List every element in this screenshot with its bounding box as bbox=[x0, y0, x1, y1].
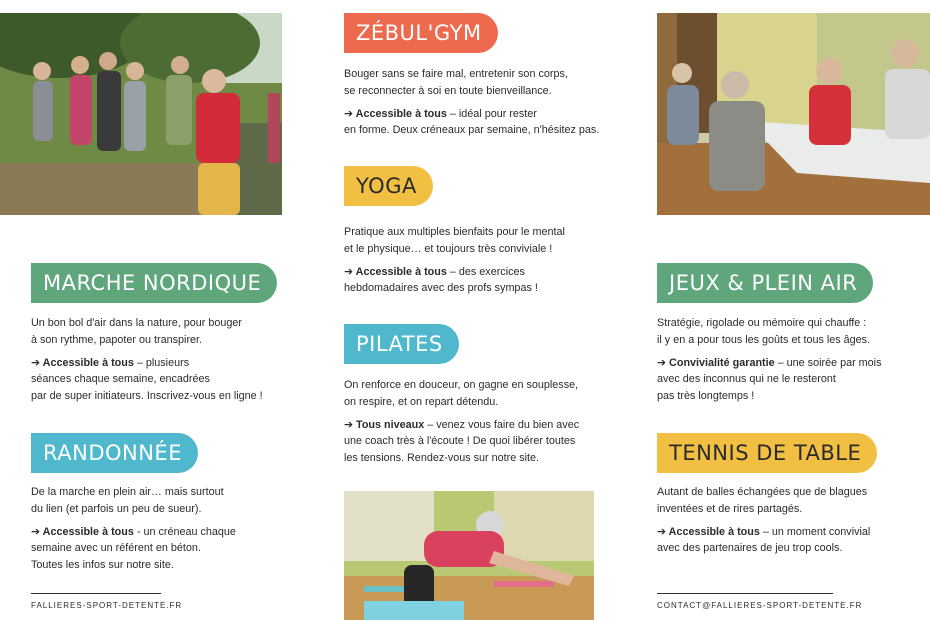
website-link[interactable]: FALLIERES-SPORT-DETENTE.FR bbox=[31, 601, 183, 610]
jeux-plein-air-rest: – une soirée par mois avec des inconnus qui ne le resteront pas très longtemps ! bbox=[657, 356, 882, 403]
pilates-text bbox=[344, 377, 624, 473]
marche-nordique-title: MARCHE NORDIQUE bbox=[31, 263, 277, 303]
zebul-gym-details bbox=[344, 106, 624, 140]
marche-nordique-rest: – plusieurs séances chaque semaine, encadrées par de super initiateurs. Inscrivez-vous en ligne ! bbox=[31, 356, 263, 403]
jeux-plein-air-text bbox=[657, 315, 927, 411]
left-footer-rule bbox=[31, 593, 161, 594]
tennis-de-table-rest: – un moment convivial avec des partenaires de jeu trop cools. bbox=[657, 525, 871, 555]
pilates-title: PILATES bbox=[344, 324, 459, 364]
jeux-plein-air-highlight: ➔ Convivialité garantie bbox=[657, 356, 775, 369]
yoga-highlight: ➔ Accessible à tous bbox=[344, 265, 447, 278]
tennis-de-table-intro: Autant de balles échangées que de blagues inventées et de rires partagés. bbox=[657, 486, 868, 515]
marche-nordique-text bbox=[31, 315, 301, 411]
pilates-details bbox=[344, 417, 624, 467]
marche-nordique-details bbox=[31, 355, 301, 405]
board-games-photo bbox=[657, 13, 930, 215]
randonnee-highlight: ➔ Accessible à tous bbox=[31, 525, 134, 538]
zebul-gym-text bbox=[344, 66, 624, 145]
right-footer-rule bbox=[657, 593, 833, 594]
randonnee-rest: - un créneau chaque semaine avec un référent en béton. Toutes les infos sur notre site. bbox=[31, 525, 236, 572]
yoga-rest: – des exercices hebdomadaires avec des profs sympas ! bbox=[344, 265, 538, 295]
yoga-title: YOGA bbox=[344, 166, 433, 206]
zebul-gym-highlight: ➔ Accessible à tous bbox=[344, 107, 447, 120]
randonnee-text bbox=[31, 484, 301, 580]
jeux-plein-air-details bbox=[657, 355, 927, 405]
randonnee-details bbox=[31, 524, 301, 574]
hikers-photo bbox=[0, 13, 282, 215]
zebul-gym-rest: – idéal pour rester en forme. Deux créneaux par semaine, n'hésitez pas. bbox=[344, 107, 600, 137]
marche-nordique-intro: Un bon bol d'air dans la nature, pour bouger à son rythme, papoter ou transpirer. bbox=[31, 317, 242, 346]
yoga-text bbox=[344, 224, 624, 303]
tennis-de-table-details bbox=[657, 524, 927, 558]
tennis-de-table-title: TENNIS DE TABLE bbox=[657, 433, 877, 473]
randonnee-intro: De la marche en plein air… mais surtout du lien (et parfois un peu de sueur). bbox=[31, 486, 224, 515]
jeux-plein-air-intro: Stratégie, rigolade ou mémoire qui chauffe : il y en a pour tous les goûts et tous les âges. bbox=[657, 317, 871, 346]
yoga-intro: Pratique aux multiples bienfaits pour le mental et le physique… et toujours très conviviale ! bbox=[344, 226, 565, 255]
zebul-gym-title: ZÉBUL'GYM bbox=[344, 13, 498, 53]
pilates-rest: – venez vous faire du bien avec une coach très à l'écoute ! De quoi libérer toutes les tensions. Rendez-vous sur notre site. bbox=[344, 418, 580, 465]
pilates-intro: On renforce en douceur, on gagne en souplesse, on respire, et on repart détendu. bbox=[344, 379, 579, 408]
randonnee-title: RANDONNÉE bbox=[31, 433, 198, 473]
yoga-details bbox=[344, 264, 624, 298]
marche-nordique-highlight: ➔ Accessible à tous bbox=[31, 356, 134, 369]
tennis-de-table-text bbox=[657, 484, 927, 563]
zebul-gym-intro: Bouger sans se faire mal, entretenir son corps, se reconnecter à soi en toute bienveillance. bbox=[344, 68, 568, 97]
pilates-class-photo bbox=[344, 491, 594, 620]
contact-email-link[interactable]: CONTACT@FALLIERES-SPORT-DETENTE.FR bbox=[657, 601, 863, 610]
tennis-de-table-highlight: ➔ Accessible à tous bbox=[657, 525, 760, 538]
pilates-highlight: ➔ Tous niveaux bbox=[344, 418, 425, 431]
jeux-plein-air-title: JEUX & PLEIN AIR bbox=[657, 263, 873, 303]
